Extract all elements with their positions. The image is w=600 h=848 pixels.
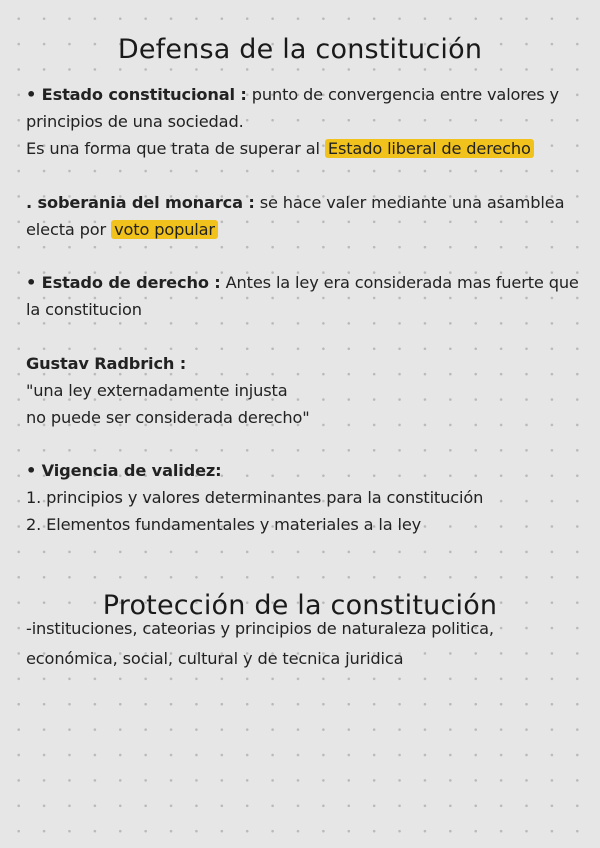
definition-text: se hace valer mediante una asamblea [254, 193, 565, 212]
section-title: Protección de la constitución [102, 590, 498, 622]
term-radbrich: Gustav Radbrich : [26, 354, 187, 373]
highlight-estado-liberal: Estado liberal de derecho [325, 139, 534, 158]
body-text: económica, social, cultural y de tecnica juridica [26, 649, 404, 668]
page-title: Defensa de la constitución [117, 34, 483, 66]
section-soberania [26, 189, 586, 243]
section-vigencia [26, 457, 586, 538]
term-soberania: . soberania del monarca : [26, 193, 255, 212]
term-estado-constitucional: • Estado constitucional : [26, 85, 247, 104]
definition-text: Es una forma que trata de superar al [26, 139, 325, 158]
definition-text: punto de convergencia entre valores y [246, 85, 559, 104]
term-vigencia: • Vigencia de validez: [26, 461, 222, 480]
definition-text: principios de una sociedad. [26, 112, 244, 131]
quote-line: "una ley externadamente injusta [26, 381, 288, 400]
list-item: 1. principios y valores determinantes para la constitución [26, 488, 484, 507]
section-estado-derecho [26, 269, 586, 323]
quote-line: no puede ser considerada derecho" [26, 408, 310, 427]
section-estado-constitucional [26, 81, 586, 162]
definition-text: Antes la ley era considerada mas fuerte que [220, 273, 579, 292]
body-text: -instituciones, cateorias y principios de naturaleza politica, [26, 619, 494, 638]
definition-text: electa por [26, 220, 112, 239]
section-proteccion [26, 614, 586, 674]
term-estado-derecho: • Estado de derecho : [26, 273, 221, 292]
list-item: 2. Elementos fundamentales y materiales a la ley [26, 515, 422, 534]
definition-text: la constitucion [26, 300, 142, 319]
highlight-voto-popular: voto popular [111, 220, 218, 239]
section-radbrich [26, 350, 586, 431]
